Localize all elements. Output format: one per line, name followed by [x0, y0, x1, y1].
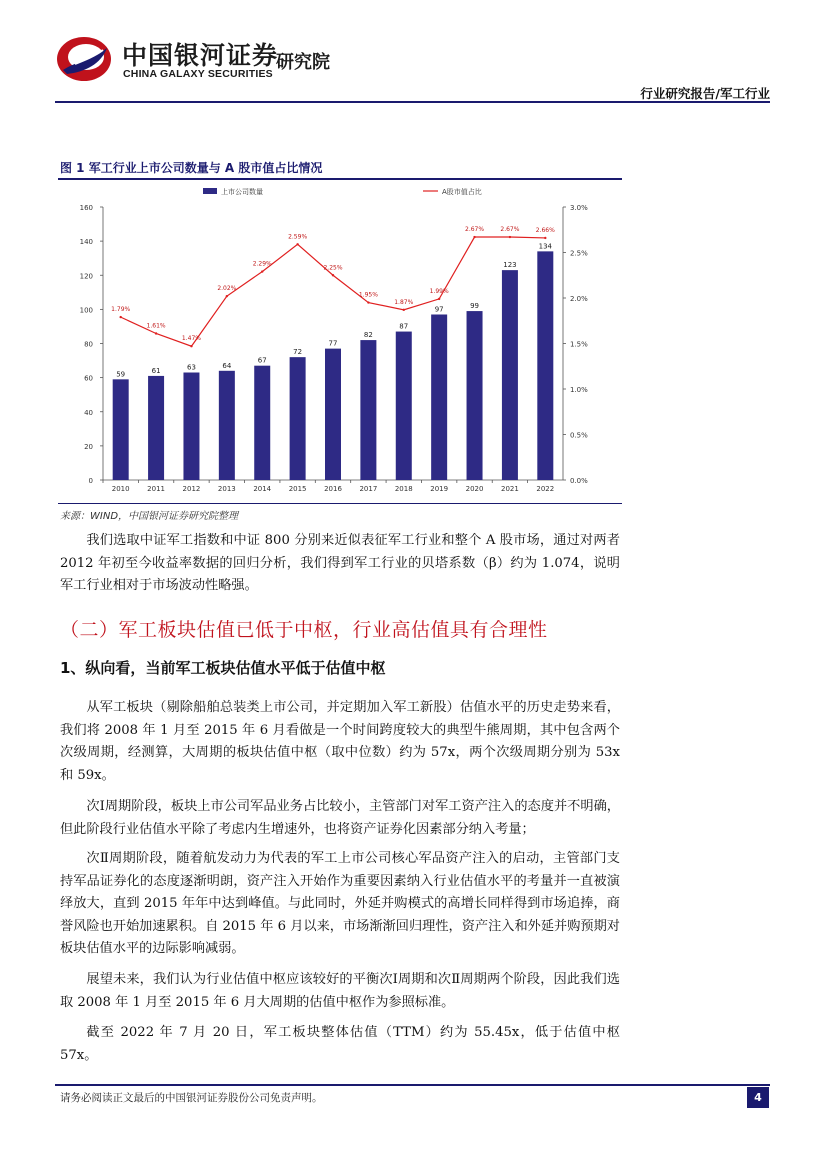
left-axis-tick-label: 160: [79, 204, 93, 212]
bar: [254, 366, 270, 480]
disclaimer-note: 请务必阅读正文最后的中国银河证券股份公司免责声明。: [60, 1092, 323, 1104]
line-value-label: 2.25%: [323, 264, 343, 272]
line-value-label: 2.67%: [465, 226, 485, 234]
line-value-label: 2.66%: [535, 226, 555, 234]
left-axis-tick-label: 40: [84, 408, 93, 417]
right-axis-tick-label: 2.5%: [570, 249, 588, 258]
bar: [113, 379, 129, 480]
bar-value-label: 134: [538, 242, 552, 251]
bar-value-label: 63: [187, 363, 196, 372]
right-axis-tick-label: 1.0%: [570, 386, 588, 394]
left-axis-tick-label: 140: [79, 238, 93, 247]
line-value-label: 1.61%: [146, 322, 166, 330]
line-value-label: 2.02%: [217, 285, 237, 293]
bar: [183, 373, 199, 480]
left-axis-tick-label: 60: [84, 374, 93, 383]
bar-value-label: 97: [434, 305, 444, 314]
x-axis-tick-label: 2017: [359, 485, 378, 493]
line-value-label: 1.87%: [394, 298, 414, 306]
line-point: [119, 316, 121, 318]
right-axis-tick-label: 3.0%: [570, 204, 588, 212]
right-axis-tick-label: 0.0%: [570, 477, 588, 485]
line-point: [190, 345, 192, 347]
header-divider: [55, 101, 770, 103]
x-axis-tick-label: 2010: [111, 485, 130, 493]
paragraph-outlook: 展望未来，我们认为行业估值中枢应该较好的平衡次Ⅰ周期和次Ⅱ周期两个阶段，因此我们选取 2008 年 1 月至 2015 年 6 月大周期的估值中枢作为参照标准。: [60, 972, 620, 1010]
line-point: [367, 301, 369, 303]
x-axis-tick-label: 2018: [394, 485, 413, 493]
bar: [360, 340, 376, 480]
x-axis-tick-label: 2022: [536, 485, 555, 493]
bar: [431, 314, 447, 480]
bar: [396, 332, 412, 480]
x-axis-tick-label: 2016: [324, 485, 342, 493]
bar-value-label: 64: [222, 361, 232, 370]
logo: [55, 34, 113, 84]
bar-value-label: 99: [470, 302, 479, 311]
sub-heading: 1、纵向看，当前军工板块估值水平低于估值中枢: [60, 659, 386, 677]
legend-bar-label: 上市公司数量: [221, 188, 263, 196]
left-axis-tick-label: 0: [88, 477, 93, 485]
x-axis-tick-label: 2014: [253, 485, 272, 493]
paragraph-phase-2: 次Ⅱ周期阶段，随着航发动力为代表的军工上市公司核心军品资产注入的启动，主管部门支持军品证券化的态度逐渐明朗，资产注入开始作为重要因素纳入行业估值水平的考量并一直被演绎放大，直到 2015 年年中达到峰值。与此同时，外延并购模式的高增长同样得到市场追捧，商誉风险也开始加速累积。自 2015 年 6 月以来，市场渐渐回归理性，资产注入和外延并购预期对板块估值水平的边际影响减弱。: [60, 851, 620, 956]
bar: [537, 251, 553, 480]
bar-value-label: 59: [116, 370, 126, 379]
right-axis-tick-label: 1.5%: [570, 340, 588, 349]
line-value-label: 1.79%: [111, 306, 131, 314]
bar-value-label: 87: [399, 322, 409, 331]
line-point: [226, 295, 228, 297]
line-value-label: 1.95%: [358, 291, 378, 299]
bar-value-label: 123: [503, 261, 517, 270]
x-axis-tick-label: 2015: [288, 485, 307, 493]
left-axis-tick-label: 20: [84, 442, 93, 451]
figure-bottom-rule: [58, 503, 622, 504]
line-value-label: 2.59%: [288, 233, 308, 241]
line-value-label: 2.29%: [252, 260, 272, 268]
line-point: [438, 298, 440, 300]
legend-line-label: A股市值占比: [442, 188, 482, 196]
line-point: [544, 237, 546, 239]
bar-value-label: 82: [363, 331, 373, 340]
x-axis-tick-label: 2019: [430, 485, 449, 493]
right-axis-tick-label: 2.0%: [570, 295, 588, 303]
left-axis-tick-label: 120: [79, 272, 93, 281]
left-axis-tick-label: 100: [79, 306, 93, 315]
brand-name-en: CHINA GALAXY SECURITIES: [123, 68, 273, 80]
line-point: [403, 309, 405, 311]
paragraph-cycle: 从军工板块（剔除船舶总装类上市公司，并定期加入军工新股）估值水平的历史走势来看，我们将 2008 年 1 月至 2015 年 6 月看做是一个时间跨度较大的典型牛熊周期，其中包含两个次级周期，经测算，大周期的板块估值中枢（取中位数）约为 57x，两个次级周期分别为 53x 和 59x。: [60, 700, 620, 783]
bar: [148, 376, 164, 480]
line-point: [261, 270, 263, 272]
bar: [467, 311, 483, 480]
institute-name: 研究院: [276, 52, 330, 73]
bar-value-label: 67: [257, 356, 267, 365]
paragraph-beta: 我们选取中证军工指数和中证 800 分别来近似表征军工行业和整个 A 股市场，通过对两者 2012 年初至今收益率数据的回归分析，我们得到军工行业的贝塔系数（β）约为 1.074，说明军工行业相对于市场波动性略强。: [60, 533, 620, 593]
combo-chart: [58, 180, 622, 503]
x-axis-tick-label: 2020: [465, 485, 484, 493]
bar: [325, 349, 341, 480]
x-axis-tick-label: 2011: [147, 485, 165, 493]
bar: [219, 371, 235, 480]
section-heading: （二）军工板块估值已低于中枢，行业高估值具有合理性: [60, 619, 548, 641]
bar-value-label: 61: [151, 366, 161, 375]
line-point: [155, 332, 157, 334]
line-point: [332, 274, 334, 276]
line-point: [509, 236, 511, 238]
figure-source: 来源：WIND，中国银河证券研究院整理: [60, 511, 239, 522]
bar: [502, 270, 518, 480]
x-axis-tick-label: 2013: [217, 485, 236, 493]
line-point: [296, 243, 298, 245]
report-category: 行业研究报告/军工行业: [640, 86, 770, 101]
line-point: [473, 236, 475, 238]
x-axis-tick-label: 2012: [182, 485, 201, 493]
bar-value-label: 72: [293, 348, 303, 357]
right-axis-tick-label: 0.5%: [570, 431, 588, 440]
figure-caption: 图 1 军工行业上市公司数量与 A 股市值占比情况: [60, 161, 323, 175]
bar: [290, 357, 306, 480]
line-value-label: 1.47%: [181, 335, 201, 343]
paragraph-phase-1: 次Ⅰ周期阶段，板块上市公司军品业务占比较小，主管部门对军工资产注入的态度并不明确，但此阶段行业估值水平除了考虑内生增速外，也将资产证券化因素部分纳入考量；: [60, 799, 620, 837]
line-value-label: 1.99%: [429, 287, 449, 295]
left-axis-tick-label: 80: [84, 340, 93, 349]
bar-value-label: 77: [328, 339, 338, 348]
brand-name-cn: 中国银河证券: [122, 41, 279, 70]
legend-bar-swatch: [203, 188, 217, 194]
footer-divider: [55, 1084, 770, 1086]
paragraph-current-valuation: 截至 2022 年 7 月 20 日，军工板块整体估值（TTM）约为 55.45x，低于估值中枢 57x。: [60, 1025, 620, 1063]
page-number: 4: [747, 1087, 769, 1108]
line-value-label: 2.67%: [500, 226, 520, 234]
x-axis-tick-label: 2021: [501, 485, 519, 493]
